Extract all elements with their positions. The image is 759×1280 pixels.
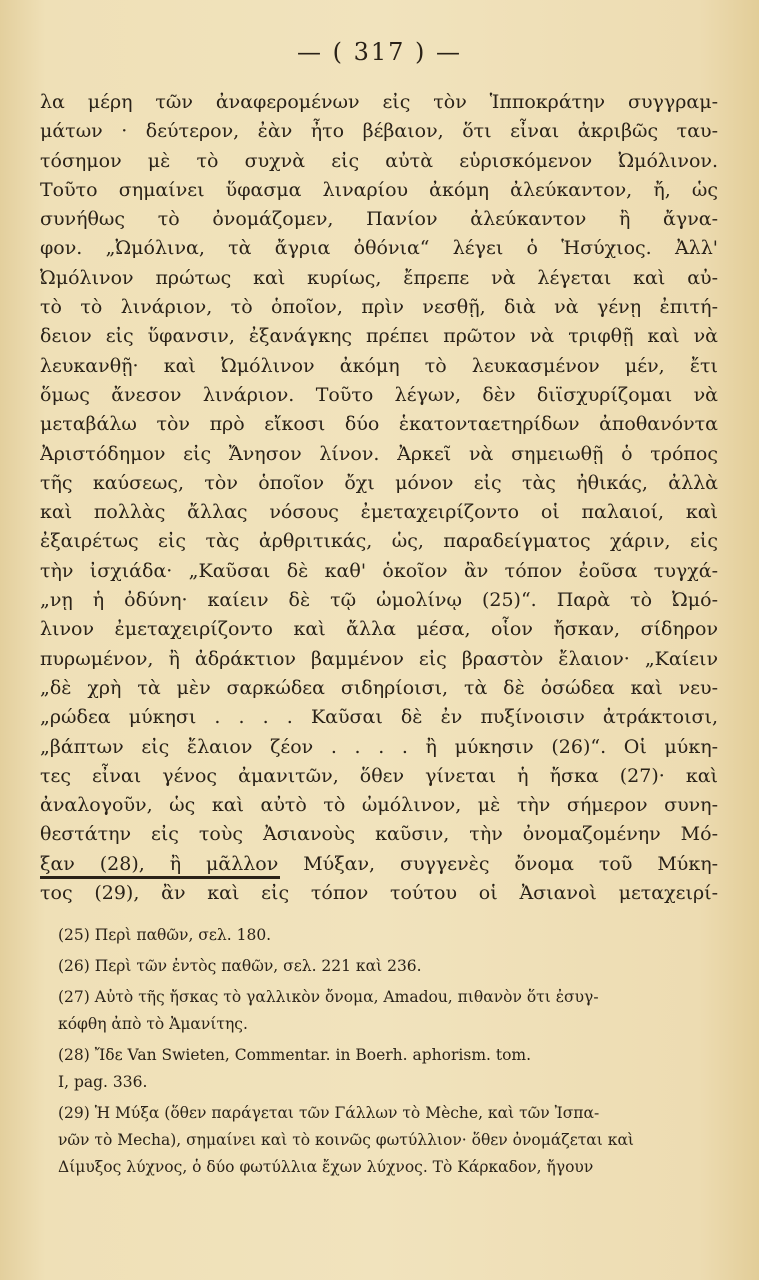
footnote-28-cont: I, pag. 336. bbox=[58, 1073, 148, 1091]
text-line: τόσημον μὲ τὸ συχνὰ εἰς αὐτὰ εὑρισκόμενον Ὠμόλινον. bbox=[40, 149, 718, 172]
text-line: ὅμως ἄνεσον λινάριον. Τοῦτο λέγων, δὲν διϊσχυρίζομαι νὰ bbox=[40, 383, 718, 406]
footnote-divider bbox=[40, 876, 280, 879]
text-line: Τοῦτο σημαίνει ὕφασμα λιναρίου ἀκόμη ἀλεύκαντον, ἤ, ὡς bbox=[40, 178, 718, 201]
footnote-26: (26) Περὶ τῶν ἐντὸς παθῶν, σελ. 221 καὶ 236. bbox=[58, 957, 422, 975]
text-line: τες εἶναι γένος ἀμανιτῶν, ὅθεν γίνεται ἡ ἤσκα (27)· καὶ bbox=[40, 764, 718, 787]
text-line: συνήθως τὸ ὀνομάζομεν, Πανίον ἀλεύκαντον ἢ ἄγνα- bbox=[40, 208, 718, 231]
text-line: τῆς καύσεως, τὸν ὁποῖον ὄχι μόνον εἰς τὰς ἠθικάς, ἀλλὰ bbox=[40, 471, 718, 494]
text-line: „δὲ χρὴ τὰ μὲν σαρκώδεα σιδηρίοισι, τὰ δὲ ὀσώδεα καὶ νευ- bbox=[40, 676, 718, 699]
text-line: ξαν (28), ἢ μᾶλλον Μύξαν, συγγενὲς ὄνομα τοῦ Μύκη- bbox=[40, 852, 718, 875]
text-line: ἐξαιρέτως εἰς τὰς ἀρθριτικάς, ὡς, παραδείγματος χάριν, εἰς bbox=[40, 530, 718, 553]
footnote-29-cont: Δίμυξος λύχνος, ὁ δύο φωτύλλια ἔχων λύχνος. Τὸ Κάρκαδον, ἤγουν bbox=[58, 1158, 594, 1176]
text-line: μεταβάλω τὸν πρὸ εἴκοσι δύο ἑκατονταετηρίδων ἀποθανόντα bbox=[40, 413, 718, 436]
footnotes bbox=[58, 922, 720, 1181]
footnote-27: (27) Αὐτὸ τῆς ἤσκας τὸ γαλλικὸν ὄνομα, Amadou, πιθανὸν ὅτι ἐσυγ- bbox=[58, 988, 599, 1006]
footnote-25: (25) Περὶ παθῶν, σελ. 180. bbox=[58, 926, 272, 944]
text-line: φον. „Ὠμόλινα, τὰ ἄγρια ὀθόνια“ λέγει ὁ Ἡσύχιος. Ἀλλ' bbox=[40, 237, 718, 260]
text-line: καὶ πολλὰς ἄλλας νόσους ἐμεταχειρίζοντο οἱ παλαιοί, καὶ bbox=[40, 501, 718, 524]
text-line: „νῃ ἡ ὀδύνη· καίειν δὲ τῷ ὠμολίνῳ (25)“. Παρὰ τὸ Ὠμό- bbox=[40, 589, 718, 612]
text-line: μάτων · δεύτερον, ἐὰν ἦτο βέβαιον, ὅτι εἶναι ἀκριβῶς ταυ- bbox=[40, 120, 718, 143]
text-line: Ὠμόλινον πρώτως καὶ κυρίως, ἔπρεπε νὰ λέγεται καὶ αὐ- bbox=[40, 266, 718, 289]
text-line: „ρώδεα μύκησι . . . . Καῦσαι δὲ ἐν πυξίνοισιν ἀτράκτοισι, bbox=[40, 706, 718, 729]
footnote-28: (28) Ἴδε Van Swieten, Commentar. in Boerh. aphorism. tom. bbox=[58, 1046, 532, 1064]
main-text bbox=[40, 88, 718, 908]
text-line: πυρωμένον, ἢ ἀδράκτιον βαμμένον εἰς βραστὸν ἔλαιον· „Καίειν bbox=[40, 647, 718, 670]
text-line: τὴν ἰσχιάδα· „Καῦσαι δὲ καθ' ὁκοῖον ἂν τόπον ἐοῦσα τυγχά- bbox=[40, 559, 718, 582]
footnote-29-cont: νῶν τὸ Mecha), σημαίνει καὶ τὸ κοινῶς φωτύλλιον· ὅθεν ὀνομάζεται καὶ bbox=[58, 1131, 634, 1149]
text-line: λα μέρη τῶν ἀναφερομένων εἰς τὸν Ἱπποκράτην συγγραμ- bbox=[40, 91, 718, 113]
text-line: τὸ τὸ λινάριον, τὸ ὁποῖον, πρὶν νεσθῇ, διὰ νὰ γένῃ ἐπιτή- bbox=[40, 296, 718, 319]
text-line: ἀναλογοῦν, ὡς καὶ αὐτὸ τὸ ὠμόλινον, μὲ τὴν σήμερον συνη- bbox=[40, 794, 718, 817]
footnote-27-cont: κόφθη ἀπὸ τὸ Ἀμανίτης. bbox=[58, 1015, 248, 1033]
text-line: λευκανθῇ· καὶ Ὠμόλινον ἀκόμη τὸ λευκασμένον μέν, ἔτι bbox=[40, 354, 718, 377]
text-line: θεστάτην εἰς τοὺς Ἀσιανοὺς καῦσιν, τὴν ὀνομαζομένην Μό- bbox=[40, 823, 718, 846]
page-number: — ( 317 ) — bbox=[296, 38, 463, 66]
text-line: „βάπτων εἰς ἔλαιον ζέον . . . . ἢ μύκησιν (26)“. Οἱ μύκη- bbox=[40, 735, 718, 758]
text-line: λινον ἐμεταχειρίζοντο καὶ ἄλλα μέσα, οἷον ἤσκαν, σίδηρον bbox=[40, 618, 718, 641]
footnote-29: (29) Ἡ Μύξα (ὅθεν παράγεται τῶν Γάλλων τὸ Mèche, καὶ τῶν Ἰσπα- bbox=[58, 1104, 600, 1122]
text-line: τος (29), ἂν καὶ εἰς τόπον τούτου οἱ Ἀσιανοὶ μεταχειρί- bbox=[40, 882, 718, 905]
text-line: δειον εἰς ὕφανσιν, ἐξανάγκης πρέπει πρῶτον νὰ τριφθῇ καὶ νὰ bbox=[40, 325, 718, 348]
text-line: Ἀριστόδημον εἰς Ἄνησον λίνον. Ἀρκεῖ νὰ σημειωθῇ ὁ τρόπος bbox=[40, 442, 718, 465]
